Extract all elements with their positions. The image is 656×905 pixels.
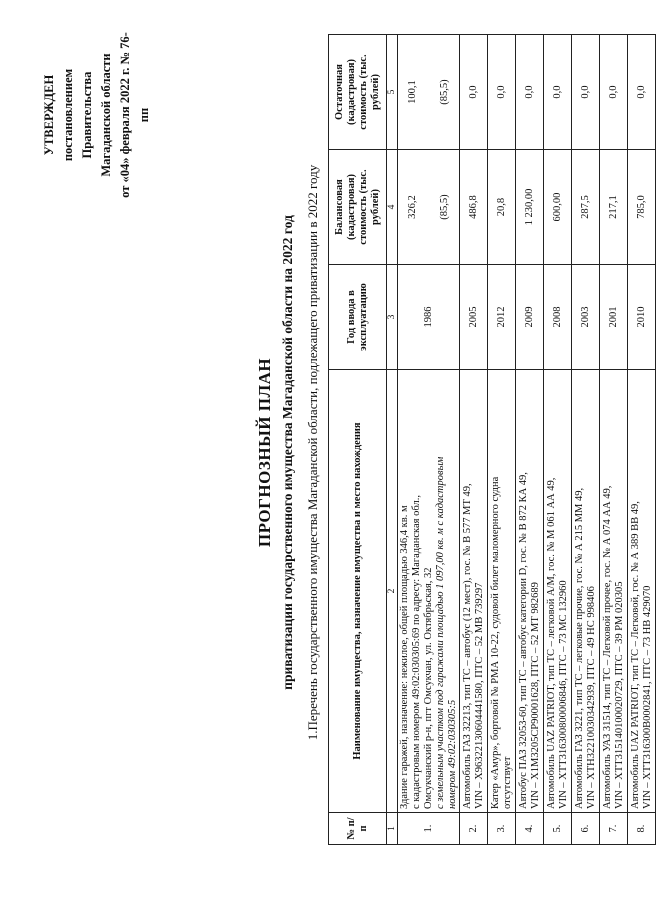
- row-number: 2.: [460, 813, 488, 845]
- row-number: 3.: [488, 813, 516, 845]
- description-line: Катер «Амур», бортовой № РМА 10-22, судовой билет маломерного судна: [489, 476, 501, 809]
- balance-value: 287,5: [572, 150, 600, 265]
- approval-stamp: [40, 25, 154, 205]
- property-description: [460, 370, 488, 813]
- document-subtitle: приватизации государственного имущества Магаданской области на 2022 год: [280, 215, 295, 690]
- column-number: 5: [387, 35, 398, 150]
- column-number: 2: [387, 370, 398, 813]
- description-line: Автомобиль УАЗ 31514, тип ТС – Легковой прочее, гос. № А 074 АА 49,: [601, 485, 613, 809]
- residual-value-building: 100,1: [406, 80, 418, 104]
- property-description: [398, 370, 460, 813]
- balance-value: 20,8: [488, 150, 516, 265]
- column-number: 1: [387, 813, 398, 845]
- header-year: Год ввода в эксплуатацию: [329, 265, 387, 370]
- description-line: Автомобиль ГАЗ 3221, тип ТС – легковые прочие, гос. № А 215 ММ 49,: [573, 487, 585, 809]
- balance-value: 785,0: [628, 150, 656, 265]
- commission-year: 2005: [460, 265, 488, 370]
- description-line: VIN – XTH32210030342939, ПТС – 49 НС 998406: [585, 586, 597, 809]
- residual-value: 0,0: [628, 35, 656, 150]
- row-number: 7.: [600, 813, 628, 845]
- approval-line: постановлением Правительства: [61, 68, 94, 162]
- residual-value: 0,0: [572, 35, 600, 150]
- description-line: VIN – X1M3205CP90001628, ПТС – 52 МТ 982689: [529, 582, 541, 809]
- section-heading: 1.Перечень государственного имущества Магаданской области, подлежащего приватизации в 2022 году: [305, 164, 320, 741]
- table-row: [460, 35, 488, 845]
- residual-value: 0,0: [460, 35, 488, 150]
- table-row: [600, 35, 628, 845]
- description-line: Автобус ПАЗ 32053-60, тип ТС – автобус категории D, гос. № В 872 КА 49,: [517, 472, 529, 809]
- row-number: 8.: [628, 813, 656, 845]
- residual-value: 0,0: [516, 35, 544, 150]
- column-number: 3: [387, 265, 398, 370]
- header-balance: Балансовая (кадастровая) стоимость (тыс. рублей): [329, 150, 387, 265]
- balance-value-land: (85,5): [438, 194, 450, 220]
- commission-year: 2012: [488, 265, 516, 370]
- balance-value: 1 230,00: [516, 150, 544, 265]
- commission-year: 2009: [516, 265, 544, 370]
- table-row: [398, 35, 460, 845]
- description-line: Здание гаражей, назначение: нежилое, общей площадью 346,4 кв. м: [398, 505, 410, 809]
- approval-line: Магаданской области: [99, 53, 113, 177]
- row-number: 5.: [544, 813, 572, 845]
- description-line: Автомобиль ГАЗ 32213, тип ТС – автобус (12 мест), гос. № В 577 МТ 49,: [461, 483, 473, 809]
- table-row: [488, 35, 516, 845]
- residual-value: [398, 35, 460, 150]
- description-line: Автомобиль UAZ PATRIOT, тип ТС – легковой А/М, гос. № М 061 АА 49,: [545, 477, 557, 809]
- commission-year: 2003: [572, 265, 600, 370]
- header-name: Наименование имущества, назначение имущества и место нахождения: [329, 370, 387, 813]
- row-number: 6.: [572, 813, 600, 845]
- property-table: [328, 34, 656, 845]
- description-line: VIN – XTT316300B0002841, ПТС – 73 НВ 429070: [641, 585, 653, 809]
- balance-value: [398, 150, 460, 265]
- description-line: отсутствует: [501, 756, 513, 809]
- column-number-row: [387, 35, 398, 845]
- land-plot-line: номером 49:02:030305:5: [446, 699, 458, 809]
- residual-value: 0,0: [544, 35, 572, 150]
- document-title: ПРОГНОЗНЫЙ ПЛАН: [255, 357, 274, 548]
- property-description: [516, 370, 544, 813]
- table-row: [516, 35, 544, 845]
- balance-value: 600,00: [544, 150, 572, 265]
- header-residual: Остаточная (кадастровая) стоимость (тыс. рублей): [329, 35, 387, 150]
- balance-value-building: 326,2: [406, 195, 418, 219]
- table-header-row: [329, 35, 387, 845]
- table-row: [628, 35, 656, 845]
- header-num: № п/п: [329, 813, 387, 845]
- description-line: с кадастровым номером 49:02:030305:69 по адресу: Магаданская обл.,: [410, 495, 422, 809]
- residual-value: 0,0: [488, 35, 516, 150]
- description-line: VIN – XTT316300800006846, ПТС – 73 МС 132960: [557, 580, 569, 809]
- property-description: [544, 370, 572, 813]
- description-line: Автомобиль UAZ PATRIOT, тип ТС – Легковой, гос. № А 389 ВВ 49,: [629, 501, 641, 809]
- commission-year: 1986: [398, 265, 460, 370]
- row-number: 4.: [516, 813, 544, 845]
- table-row: [544, 35, 572, 845]
- property-description: [600, 370, 628, 813]
- residual-value-land: (85,5): [438, 79, 450, 105]
- approval-date: от «04» февраля 2022 г. № 76-пп: [118, 32, 151, 198]
- commission-year: 2001: [600, 265, 628, 370]
- table-row: [572, 35, 600, 845]
- row-number: 1.: [398, 813, 460, 845]
- column-number: 4: [387, 150, 398, 265]
- approval-heading: УТВЕРЖДЕН: [42, 74, 56, 156]
- description-line: Омсукчанский р-н, пгт Омсукчан, ул. Октябрьская, 32: [422, 567, 434, 809]
- commission-year: 2010: [628, 265, 656, 370]
- description-line: VIN – X96322130604441580, ПТС – 52 МВ 739297: [473, 582, 485, 809]
- residual-value: 0,0: [600, 35, 628, 150]
- property-description: [572, 370, 600, 813]
- land-plot-line: с земельным участком под гаражами площадью 1 097,00 кв. м с кадастровым: [434, 456, 446, 809]
- balance-value: 217,1: [600, 150, 628, 265]
- balance-value: 486,8: [460, 150, 488, 265]
- property-description: [628, 370, 656, 813]
- property-description: [488, 370, 516, 813]
- description-line: VIN – XTT315140100020729, ПТС – 39 РМ 020305: [613, 581, 625, 809]
- commission-year: 2008: [544, 265, 572, 370]
